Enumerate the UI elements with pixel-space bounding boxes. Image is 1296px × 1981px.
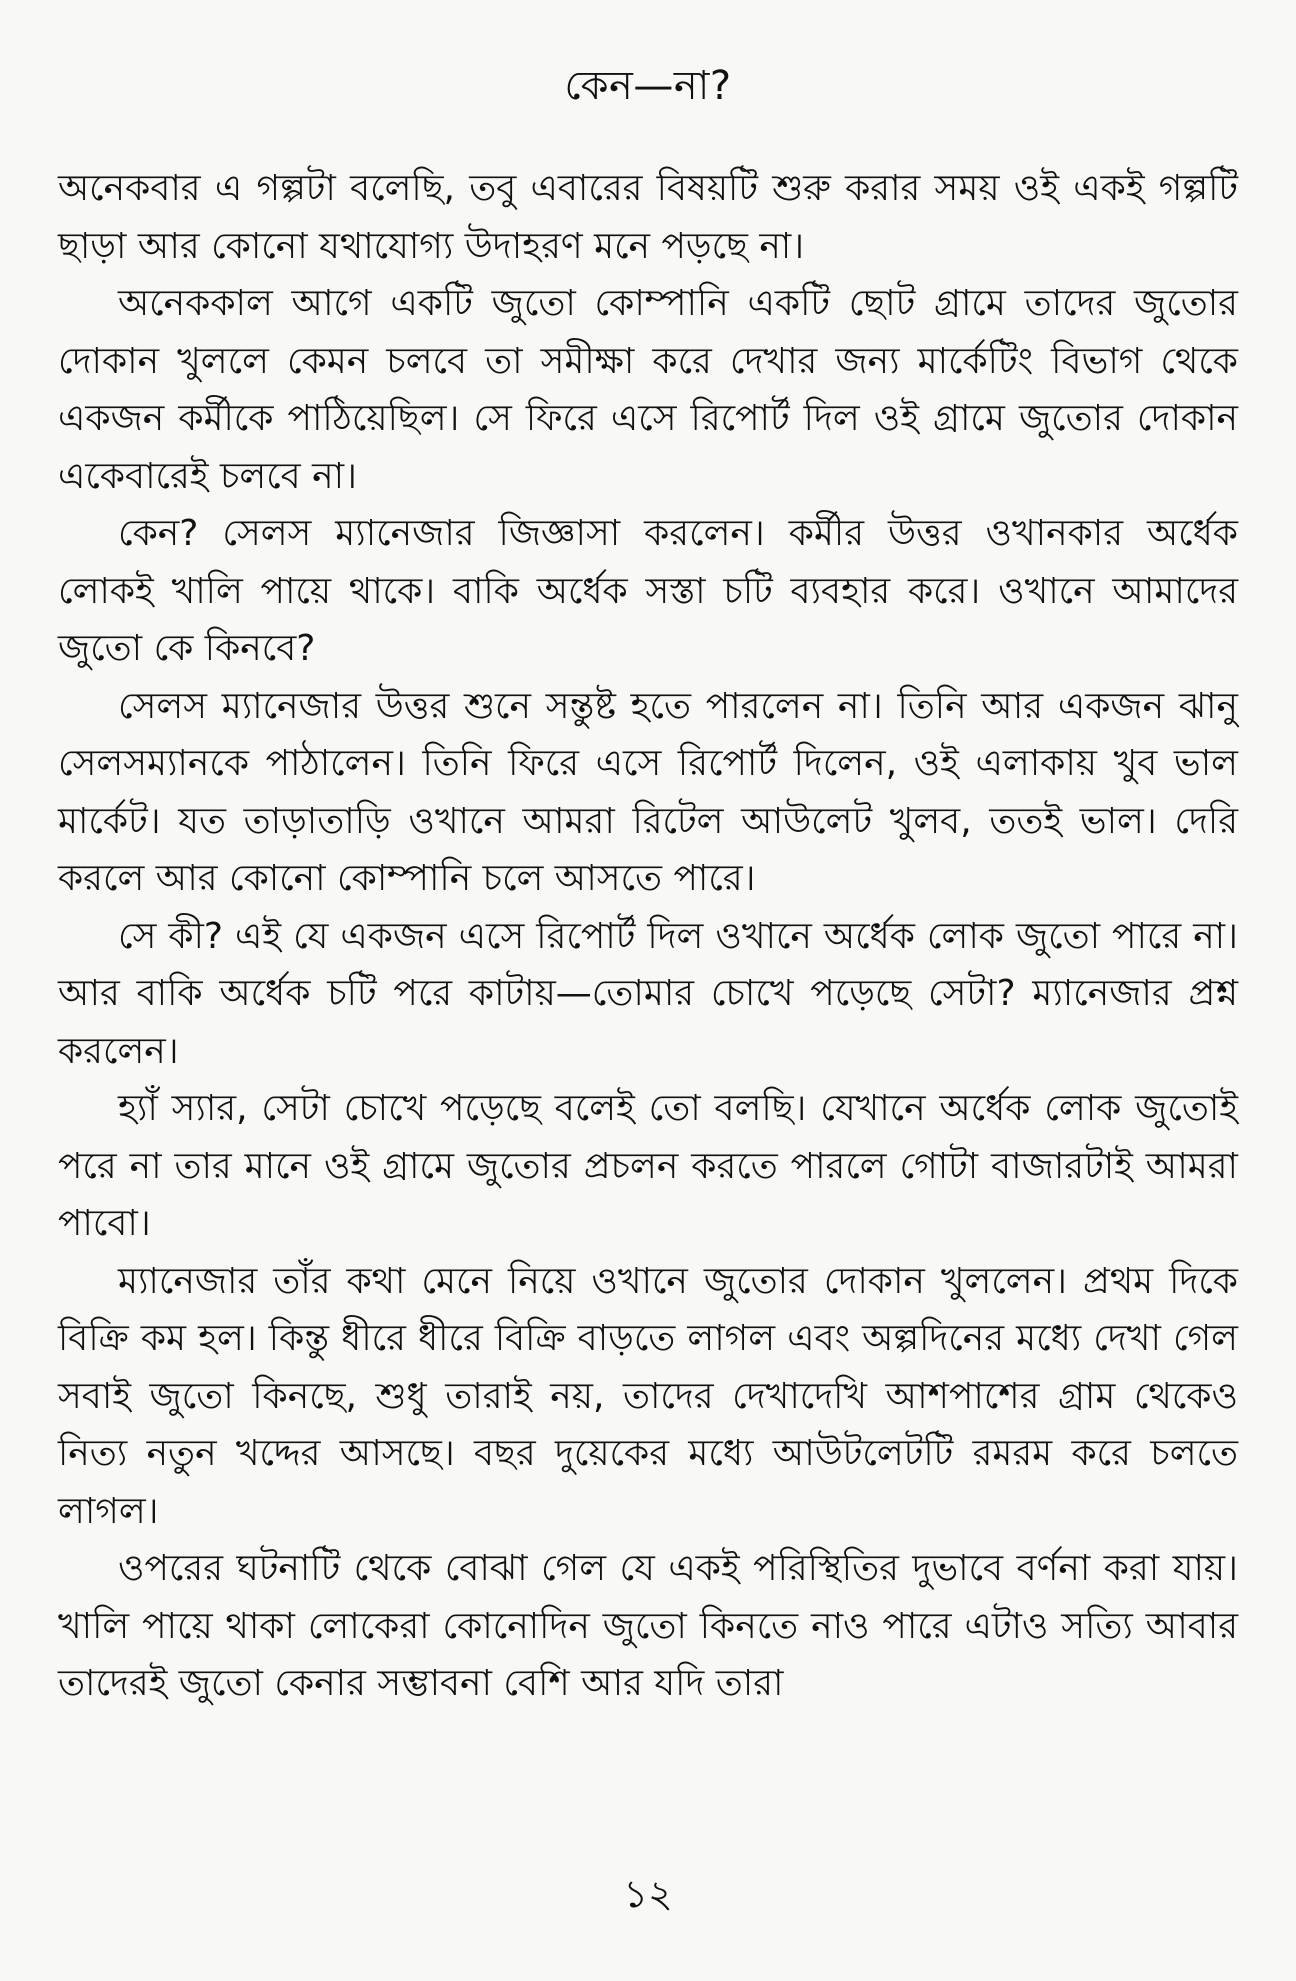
paragraph-1: অনেকবার এ গল্পটা বলেছি, তবু এবারের বিষয়টি শুরু করার সময় ওই একই গল্পটি ছাড়া আর কোনো যথাযোগ্য উদাহরণ মনে পড়ছে না। — [58, 168, 1238, 267]
paragraph-3: কেন? সেলস ম্যানেজার জিজ্ঞাসা করলেন। কর্মীর উত্তর ওখানকার অর্ধেক লোকই খালি পায়ে থাকে। বাকি অর্ধেক সস্তা চটি ব্যবহার করে। ওখানে আমাদের জুতো কে কিনবে? — [58, 513, 1238, 669]
paragraph-4: সেলস ম্যানেজার উত্তর শুনে সন্তুষ্ট হতে পারলেন না। তিনি আর একজন ঝানু সেলসম্যানকে পাঠালেন। তিনি ফিরে এসে রিপোর্ট দিলেন, ওই এলাকায় খুব ভাল মার্কেট। যত তাড়াতাড়ি ওখানে আমরা রিটেল আউলেট খুলব, ততই ভাল। দেরি করলে আর কোনো কোম্পানি চলে আসতে পারে। — [58, 685, 1238, 899]
paragraph-2: অনেককাল আগে একটি জুতো কোম্পানি একটি ছোট গ্রামে তাদের জুতোর দোকান খুললে কেমন চলবে তা সমীক্ষা করে দেখার জন্য মার্কেটিং বিভাগ থেকে একজন কর্মীকে পাঠিয়েছিল। সে ফিরে এসে রিপোর্ট দিল ওই গ্রামে জুতোর দোকান একেবারেই চলবে না। — [58, 283, 1238, 497]
paragraph-7: ম্যানেজার তাঁর কথা মেনে নিয়ে ওখানে জুতোর দোকান খুললেন। প্রথম দিকে বিক্রি কম হল। কিন্তু ধীরে ধীরে বিক্রি বাড়তে লাগল এবং অল্পদিনের মধ্যে দেখা গেল সবাই জুতো কিনছে, শুধু তারাই নয়, তাদের দেখাদেখি আশপাশের গ্রাম থেকেও নিত্য নতুন খদ্দের আসছে। বছর দুয়েকের মধ্যে আউটলেটটি রমরম করে চলতে লাগল। — [58, 1260, 1238, 1532]
book-page — [58, 52, 1238, 1932]
page-body — [58, 160, 1238, 1713]
paragraph-8: ওপরের ঘটনাটি থেকে বোঝা গেল যে একই পরিস্থিতির দুভাবে বর্ণনা করা যায়। খালি পায়ে থাকা লোকেরা কোনোদিন জুতো কিনতে নাও পারে এটাও সত্যি আবার তাদেরই জুতো কেনার সম্ভাবনা বেশি আর যদি তারা — [58, 1548, 1238, 1704]
paragraph-5: সে কী? এই যে একজন এসে রিপোর্ট দিল ওখানে অর্ধেক লোক জুতো পারে না। আর বাকি অর্ধেক চটি পরে কাটায়—তোমার চোখে পড়েছে সেটা? ম্যানেজার প্রশ্ন করলেন। — [58, 915, 1238, 1072]
chapter-title: কেন—না? — [564, 63, 732, 109]
page-number: ১২ — [623, 1872, 673, 1916]
paragraph-6: হ্যাঁ স্যার, সেটা চোখে পড়েছে বলেই তো বলছি। যেখানে অর্ধেক লোক জুতোই পরে না তার মানে ওই গ্রামে জুতোর প্রচলন করতে পারলে গোটা বাজারটাই আমরা পাবো। — [58, 1088, 1238, 1244]
